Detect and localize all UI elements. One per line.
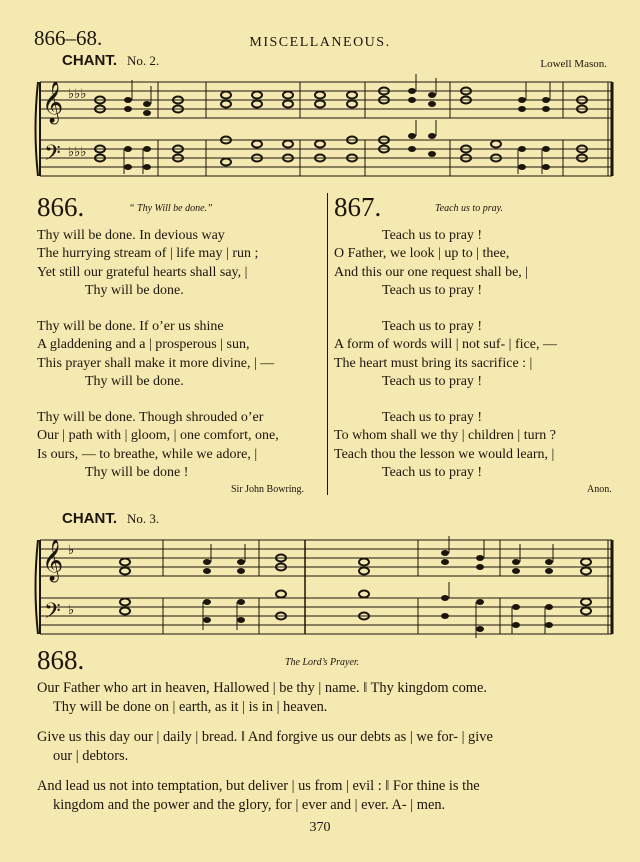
page-number: 370 (309, 820, 331, 835)
hymn-868-paragraph-2: Give us this day our | daily | bread. ‖ And forgive us our debts as | we for- | give our | debtors. (37, 729, 493, 764)
chant-2-number: No. 2. (127, 53, 160, 68)
hymn-866-stanza-3: Thy will be done. Though shrouded o’er Our | path with | gloom, | one comfort, one, Is ours, — to breathe, while we adore, | Thy will be done ! (37, 410, 279, 480)
treble-clef-icon: 𝄞 (42, 82, 64, 123)
hymn-866-stanza-2: Thy will be done. If o’er us shine A gladdening and a | prosperous | sun, This prayer shall make it more divine, | — Thy will be done. (37, 319, 275, 389)
hymn-867-author: Anon. (587, 484, 612, 495)
hymn-868-title: The Lord’s Prayer. (285, 657, 360, 668)
hymn-867-stanza-3: Teach us to pray ! To whom shall we thy | children | turn ? Teach thou the lesson we would learn, | Teach us to pray ! (334, 410, 556, 480)
section-title: MISCELLANEOUS. (249, 35, 391, 50)
chant-2-treble-notes (95, 74, 587, 116)
hymn-867-stanza-1: Teach us to pray ! O Father, we look | up to | thee, And this our one request shall be, | Teach us to pray ! (334, 228, 529, 298)
hymn-868-paragraph-3: And lead us not into temptation, but deliver | us from | evil : ‖ For thine is the kingdom and the power and the glory, for | ever and | ever. A- | men. (37, 778, 480, 813)
hymn-868-number: 868. (37, 645, 85, 675)
chant-2-label: CHANT. (62, 52, 117, 69)
page-range: 866–68. (34, 26, 103, 50)
hymn-867-stanza-2: Teach us to pray ! A form of words will | not suf- | fice, — The heart must bring its sacrifice : | Teach us to pray ! (334, 319, 557, 389)
chant-3-number: No. 3. (127, 511, 160, 526)
chant-2-score (0, 70, 640, 180)
svg-text:𝄞: 𝄞 (42, 540, 64, 581)
bass-clef-icon: 𝄢 (44, 141, 61, 171)
svg-text:♭♭♭: ♭♭♭ (68, 145, 87, 160)
svg-text:𝄢: 𝄢 (44, 599, 61, 629)
hymn-867-number: 867. (334, 192, 382, 222)
hymn-866-number: 866. (37, 192, 85, 222)
chant-3-notes (120, 536, 591, 638)
key-signature-icon: ♭♭♭ (68, 87, 87, 102)
hymn-866-stanza-1: Thy will be done. In devious way The hurrying stream of | life may | run ; Yet still our grateful hearts shall say, | Thy will be done. (37, 228, 259, 298)
hymn-866-title: “ Thy Will be done.” (129, 203, 213, 214)
chant-3-heading (62, 510, 159, 528)
chant-3-score (0, 530, 640, 640)
svg-text:♭: ♭ (68, 603, 75, 618)
column-divider (327, 193, 328, 495)
chant-2-composer: Lowell Mason. (540, 58, 607, 70)
hymn-866-author: Sir John Bowring. (231, 484, 305, 495)
hymn-867-title: Teach us to pray. (435, 203, 503, 214)
chant-3-label: CHANT. (62, 510, 117, 527)
chant-2-bass-notes (95, 120, 587, 174)
svg-text:♭: ♭ (68, 543, 75, 558)
chant-2-heading (62, 52, 159, 70)
hymn-868-paragraph-1: Our Father who art in heaven, Hallowed | be thy | name. ‖ Thy kingdom come. Thy will be done on | earth, as it | is in | heaven. (37, 680, 487, 715)
